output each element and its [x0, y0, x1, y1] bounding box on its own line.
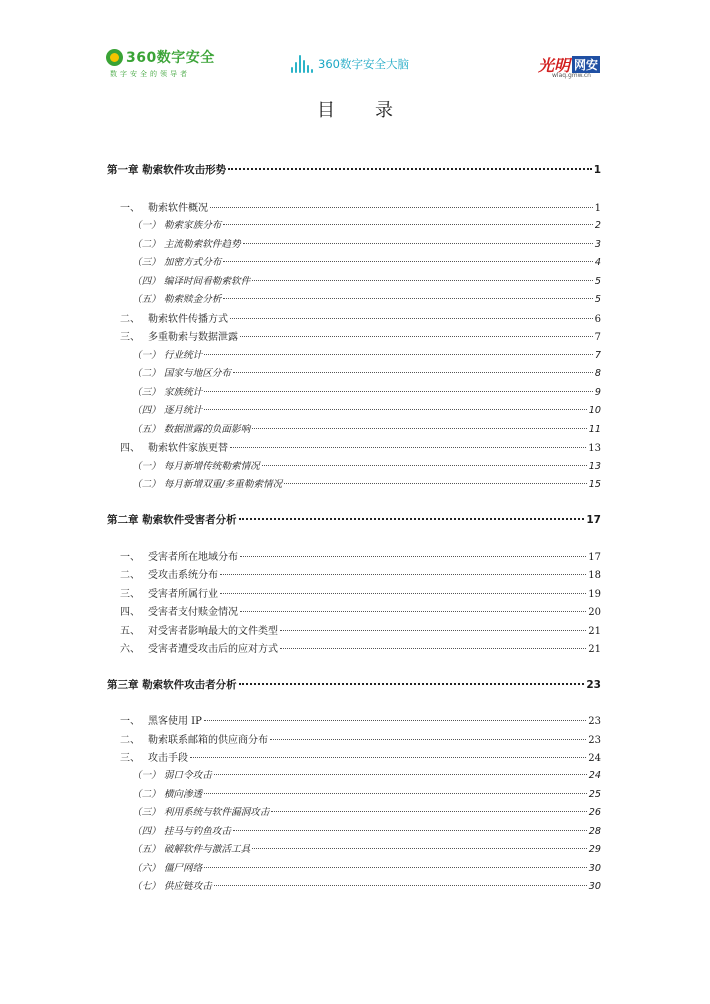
toc-section-title: 受攻击系统分布	[148, 570, 218, 581]
toc-section-entry[interactable]	[120, 439, 601, 454]
logo-mid-brand: 360数字安全大脑	[318, 57, 409, 71]
toc-section-number: 六、	[120, 644, 140, 655]
toc-page-number: 10	[588, 405, 601, 416]
toc-entry-label: （四） 逐月统计	[132, 405, 203, 416]
toc-page-number: 13	[588, 461, 601, 472]
toc-entry-label: （三） 加密方式分布	[132, 257, 222, 268]
toc-entry-label: 第二章 勒索软件受害者分析	[107, 514, 237, 526]
sound-bars-icon	[290, 53, 314, 75]
toc-page-number: 3	[594, 239, 601, 250]
dot-leader	[204, 793, 587, 794]
dot-leader	[239, 683, 585, 685]
toc-entry-label	[120, 622, 278, 637]
toc-sub-entry[interactable]	[132, 878, 601, 892]
gmw-logo-url: wlaq.gmw.cn	[552, 72, 591, 79]
dot-leader	[280, 648, 586, 649]
toc-chapter-entry[interactable]	[107, 512, 601, 527]
toc-page-number: 25	[588, 789, 601, 800]
toc-section-entry[interactable]	[120, 731, 601, 746]
toc-entry-label	[120, 585, 218, 600]
toc-page-number: 5	[594, 276, 601, 287]
toc-page-number: 21	[588, 626, 601, 637]
toc-entry-label	[120, 603, 238, 618]
toc-page-number: 4	[594, 257, 601, 268]
toc-section-entry[interactable]	[120, 199, 601, 214]
toc-page-number: 2	[594, 220, 601, 231]
dot-leader	[210, 207, 593, 208]
toc-page-number: 19	[588, 589, 601, 600]
toc-entry-label: （四） 编译时间看勒索软件	[132, 276, 251, 287]
toc-entry-label: （一） 勒索家族分布	[132, 220, 222, 231]
toc-page-number: 8	[594, 368, 601, 379]
toc-section-title: 勒索软件传播方式	[148, 314, 228, 325]
toc-page-number: 24	[588, 753, 601, 764]
toc-entry-label: 第三章 勒索软件攻击者分析	[107, 679, 237, 691]
gmw-logo-mark: 光明 网安	[538, 56, 599, 75]
toc-entry-label	[120, 328, 238, 343]
toc-page-number: 29	[588, 844, 601, 855]
toc-page-number: 7	[594, 350, 601, 361]
toc-section-entry[interactable]	[120, 585, 601, 600]
toc-entry-label: （五） 勒索赎金分析	[132, 294, 222, 305]
toc-entry-label	[120, 566, 218, 581]
dot-leader	[240, 336, 593, 337]
toc-page-number: 23	[586, 679, 601, 691]
dot-leader	[204, 391, 593, 392]
toc-entry-label	[120, 712, 202, 727]
toc-page-number: 24	[588, 770, 601, 781]
dot-leader	[233, 830, 587, 831]
toc-entry-label: （二） 横向渗透	[132, 789, 203, 800]
page-title: 目录	[317, 100, 433, 121]
toc-page-number: 15	[588, 479, 601, 490]
toc-entry-label: （五） 数据泄露的负面影响	[132, 424, 251, 435]
toc-section-title: 受害者所在地域分布	[148, 552, 238, 563]
dot-leader	[220, 593, 586, 594]
toc-entry-label	[120, 731, 268, 746]
page-header	[0, 0, 710, 90]
toc-sub-entry[interactable]	[132, 841, 601, 855]
dot-leader	[204, 409, 587, 410]
toc-chapter-entry[interactable]	[107, 162, 601, 177]
dot-leader	[240, 611, 586, 612]
toc-section-number: 一、	[120, 716, 140, 727]
toc-entry-label	[120, 199, 208, 214]
dot-leader	[223, 224, 592, 225]
toc-page-number: 21	[588, 644, 601, 655]
dot-leader	[204, 354, 593, 355]
toc-sub-entry[interactable]	[132, 384, 601, 398]
dot-leader	[220, 574, 586, 575]
toc-section-number: 三、	[120, 332, 140, 343]
toc-page-number: 23	[588, 716, 601, 727]
dot-leader	[284, 483, 587, 484]
toc-section-number: 二、	[120, 735, 140, 746]
toc-sub-entry[interactable]	[132, 804, 601, 818]
toc-section-title: 攻击手段	[148, 753, 188, 764]
toc-entry-label: （七） 供应链攻击	[132, 881, 212, 892]
toc-sub-entry[interactable]	[132, 823, 601, 837]
toc-section-entry[interactable]	[120, 603, 601, 618]
toc-page-number: 5	[594, 294, 601, 305]
toc-section-title: 勒索联系邮箱的供应商分布	[148, 735, 268, 746]
toc-page-number: 6	[594, 314, 601, 325]
toc-section-title: 勒索软件概况	[148, 203, 208, 214]
dot-leader	[204, 867, 587, 868]
toc-entry-label	[120, 310, 228, 325]
toc-section-title: 勒索软件家族更替	[148, 443, 228, 454]
dot-leader	[204, 720, 586, 721]
dot-leader	[239, 518, 585, 520]
toc-sub-entry[interactable]	[132, 402, 601, 416]
dot-leader	[271, 811, 586, 812]
toc-page-number: 7	[594, 332, 601, 343]
toc-entry-label	[120, 439, 228, 454]
toc-entry-label: （二） 每月新增双重/多重勒索情况	[132, 479, 283, 490]
toc-section-number: 五、	[120, 626, 140, 637]
dot-leader	[240, 556, 586, 557]
dot-leader	[280, 630, 586, 631]
toc-entry-label: （一） 弱口令攻击	[132, 770, 212, 781]
toc-entry-label: （二） 国家与地区分布	[132, 368, 231, 379]
dot-leader	[228, 168, 592, 170]
toc-page-number: 11	[588, 424, 601, 435]
dot-leader	[252, 848, 587, 849]
toc-section-entry[interactable]	[120, 749, 601, 764]
toc-page-number: 30	[588, 881, 601, 892]
toc-page-number: 28	[588, 826, 601, 837]
toc-page-number: 1	[594, 203, 601, 214]
toc-entry-label	[120, 640, 278, 655]
toc-section-number: 三、	[120, 753, 140, 764]
dot-leader	[223, 298, 592, 299]
dot-leader	[223, 261, 592, 262]
toc-section-title: 受害者遭受攻击后的应对方式	[148, 644, 278, 655]
toc-page-number: 30	[588, 863, 601, 874]
dot-leader	[214, 774, 587, 775]
toc-section-title: 对受害者影响最大的文件类型	[148, 626, 278, 637]
toc-section-title: 受害者支付赎金情况	[148, 607, 238, 618]
toc-entry-label: （一） 每月新增传统勒索情况	[132, 461, 260, 472]
toc-page-number: 1	[593, 164, 601, 176]
dot-leader	[252, 280, 593, 281]
dot-leader	[270, 739, 586, 740]
toc-entry-label: （二） 主流勒索软件趋势	[132, 239, 241, 250]
toc-page-number: 17	[588, 552, 601, 563]
toc-section-title: 黑客使用 IP	[148, 716, 202, 727]
dot-leader	[230, 318, 593, 319]
toc-section-entry[interactable]	[120, 712, 601, 727]
dot-leader	[262, 465, 587, 466]
toc-entry-label: （六） 僵尸网络	[132, 863, 203, 874]
toc-entry-label: （三） 家族统计	[132, 387, 203, 398]
toc-sub-entry[interactable]	[132, 767, 601, 781]
toc-section-number: 二、	[120, 314, 140, 325]
toc-section-entry[interactable]	[120, 640, 601, 655]
toc-entry-label: （一） 行业统计	[132, 350, 203, 361]
toc-sub-entry[interactable]	[132, 421, 601, 435]
gmw-logo	[538, 53, 608, 81]
toc-section-number: 三、	[120, 589, 140, 600]
toc-section-title: 多重勒索与数据泄露	[148, 332, 238, 343]
dot-leader	[214, 885, 587, 886]
toc-sub-entry[interactable]	[132, 786, 601, 800]
toc-chapter-entry[interactable]	[107, 677, 601, 692]
dot-leader	[190, 757, 586, 758]
dot-leader	[233, 372, 593, 373]
logo-left-brand: 360数字安全	[126, 50, 215, 66]
toc-sub-entry[interactable]	[132, 476, 601, 490]
toc-page-number: 13	[588, 443, 601, 454]
dot-leader	[243, 243, 593, 244]
toc-entry-label	[120, 548, 238, 563]
toc-section-number: 一、	[120, 203, 140, 214]
toc-section-number: 四、	[120, 607, 140, 618]
toc-page-number: 26	[588, 807, 601, 818]
toc-entry-label: 第一章 勒索软件攻击形势	[107, 164, 227, 176]
toc-section-entry[interactable]	[120, 328, 601, 343]
toc-sub-entry[interactable]	[132, 217, 601, 231]
dot-leader	[252, 428, 587, 429]
toc-section-entry[interactable]	[120, 310, 601, 325]
toc-entry-label: （五） 破解软件与激活工具	[132, 844, 251, 855]
toc-sub-entry[interactable]	[132, 458, 601, 472]
toc-section-title: 受害者所属行业	[148, 589, 218, 600]
logo-left-slogan: 数字安全的领导者	[110, 70, 190, 78]
360-security-logo	[106, 47, 226, 83]
toc-sub-entry[interactable]	[132, 365, 601, 379]
toc-sub-entry[interactable]	[132, 254, 601, 268]
toc-page-number: 20	[588, 607, 601, 618]
toc-sub-entry[interactable]	[132, 291, 601, 305]
toc-sub-entry[interactable]	[132, 347, 601, 361]
toc-section-entry[interactable]	[120, 566, 601, 581]
toc-sub-entry[interactable]	[132, 236, 601, 250]
toc-section-number: 四、	[120, 443, 140, 454]
toc-sub-entry[interactable]	[132, 860, 601, 874]
toc-section-entry[interactable]	[120, 548, 601, 563]
dot-leader	[230, 447, 586, 448]
toc-entry-label: （三） 利用系统与软件漏洞攻击	[132, 807, 270, 818]
toc-sub-entry[interactable]	[132, 273, 601, 287]
toc-page-number: 23	[588, 735, 601, 746]
toc-page-number: 18	[588, 570, 601, 581]
toc-entry-label: （四） 挂马与钓鱼攻击	[132, 826, 231, 837]
toc-page-number: 9	[594, 387, 601, 398]
360-logo-icon	[106, 49, 123, 66]
toc-section-entry[interactable]	[120, 622, 601, 637]
toc-section-number: 二、	[120, 570, 140, 581]
toc-section-number: 一、	[120, 552, 140, 563]
toc-entry-label	[120, 749, 188, 764]
toc-page-number: 17	[586, 514, 601, 526]
